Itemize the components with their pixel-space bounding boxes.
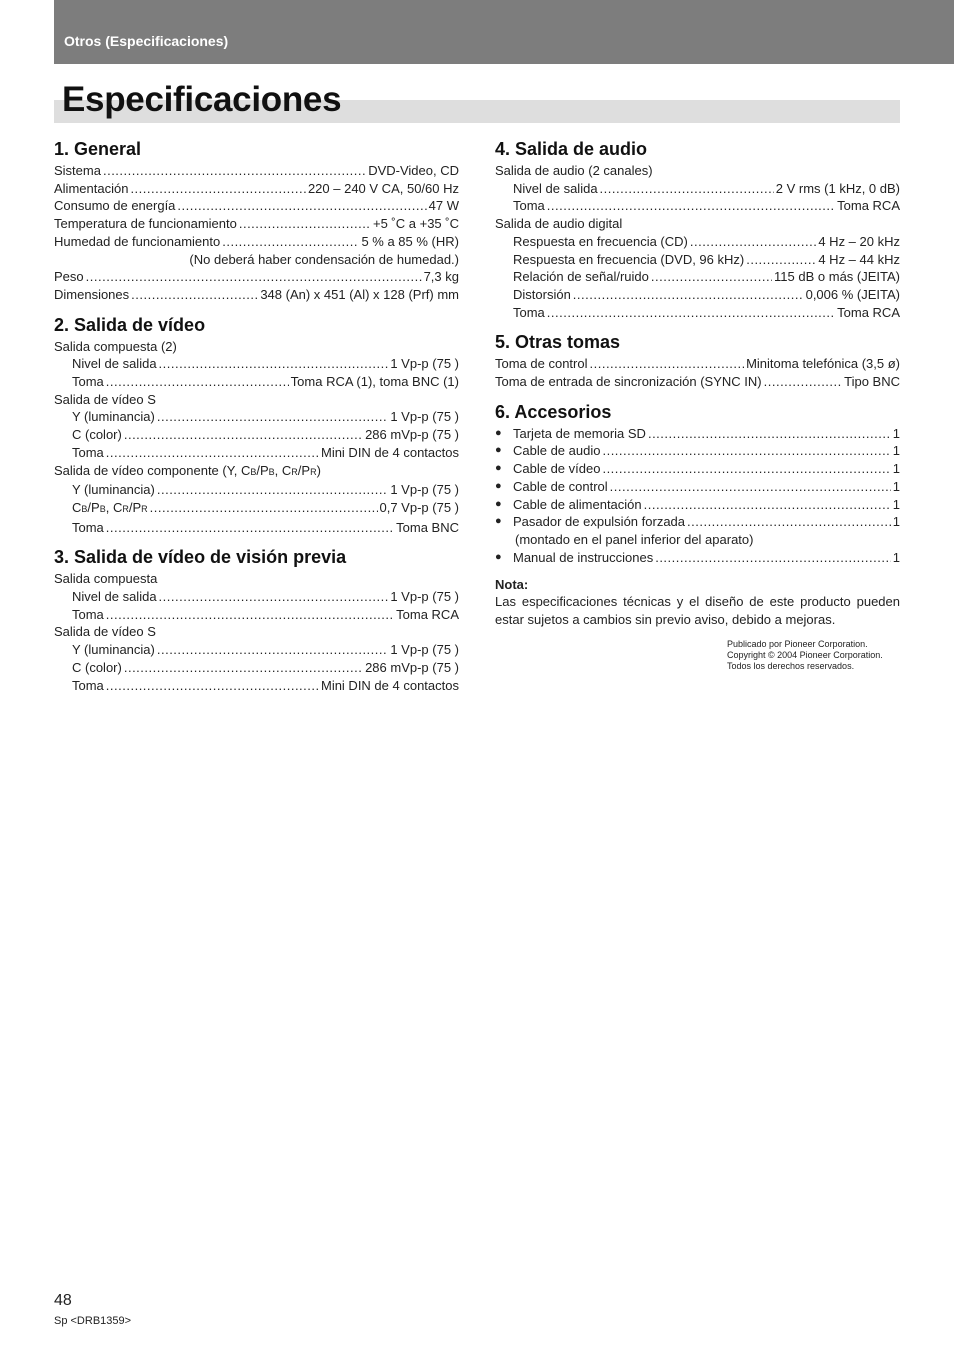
header-bar bbox=[54, 0, 954, 64]
spec-row: Toma de control ..... Minitoma telefónica (3,5 ø) bbox=[495, 355, 900, 373]
subsection-label: Salida compuesta (2) bbox=[54, 338, 177, 354]
subsection-label: Salida compuesta bbox=[54, 571, 158, 587]
spec-row: Peso ..... 7,3 kg bbox=[54, 268, 459, 286]
spec-row: Relación de señal/ruido ..... 115 dB o más (JEITA) bbox=[495, 268, 900, 286]
spec-row: Nivel de salida ..... 1 Vp-p (75 ) bbox=[54, 588, 459, 606]
section-other-jacks bbox=[495, 331, 900, 390]
note-text: Las especificaciones técnicas y el diseño de este producto pueden estar sujetos a cambios sin previo aviso, debido a mejoras. bbox=[495, 594, 900, 628]
spec-row: Sistema ..... DVD-Video, CD bbox=[54, 162, 459, 180]
spec-row: Y (luminancia) ..... 1 Vp-p (75 ) bbox=[54, 408, 459, 426]
list-item: Manual de instrucciones ..... 1 ● bbox=[495, 549, 900, 567]
spec-row: C (color) ..... 286 mVp-p (75 ) bbox=[54, 426, 459, 444]
spec-row: Toma ..... Toma BNC bbox=[54, 519, 459, 537]
spec-row: Toma ..... Toma RCA bbox=[54, 606, 459, 624]
spec-row: Dimensiones ..... 348 (An) x 451 (Al) x 128 (Prf) mm bbox=[54, 286, 459, 304]
spec-row: Consumo de energía ..... 47 W bbox=[54, 197, 459, 215]
right-column bbox=[495, 138, 900, 672]
section-general bbox=[54, 138, 459, 304]
spec-row: Distorsión ..... 0,006 % (JEITA) bbox=[495, 286, 900, 304]
list-item: Pasador de expulsión forzada ..... 1 ● bbox=[495, 513, 900, 531]
spec-row: Respuesta en frecuencia (CD) ..... 4 Hz – 20 kHz bbox=[495, 233, 900, 251]
spec-row: Toma ..... Toma RCA bbox=[495, 304, 900, 322]
section-heading: 3. Salida de vídeo de visión previa bbox=[54, 547, 347, 568]
spec-row: Toma ..... Mini DIN de 4 contactos bbox=[54, 444, 459, 462]
list-item: Cable de audio ..... 1 ● bbox=[495, 442, 900, 460]
section-preview-output bbox=[54, 546, 459, 694]
spec-row: Temperatura de funcionamiento ..... +5 ˚C a +35 ˚C bbox=[54, 215, 459, 233]
subsection-label: Salida de vídeo S bbox=[54, 624, 156, 640]
subsection-label: Salida de vídeo S bbox=[54, 391, 156, 407]
section-heading: 1. General bbox=[54, 139, 142, 159]
publisher-credits: Publicado por Pioneer Corporation. Copyright © 2004 Pioneer Corporation. Todos los derechos reservados. bbox=[727, 638, 883, 671]
note-heading: Nota: bbox=[495, 577, 529, 593]
spec-row: Toma de entrada de sincronización (SYNC IN) ..... Tipo BNC bbox=[495, 373, 900, 391]
section-audio-output bbox=[495, 138, 900, 321]
list-item: Cable de vídeo ..... 1 ● bbox=[495, 460, 900, 478]
spec-row: Y (luminancia) ..... 1 Vp-p (75 ) bbox=[54, 481, 459, 499]
list-item: Tarjeta de memoria SD ..... 1 ● bbox=[495, 425, 900, 443]
spec-row: Nivel de salida ..... 1 Vp-p (75 ) bbox=[54, 355, 459, 373]
spec-row: Toma ..... Mini DIN de 4 contactos bbox=[54, 677, 459, 695]
subsection-label: Salida de audio digital bbox=[495, 216, 623, 232]
list-item: Cable de control ..... 1 ● bbox=[495, 478, 900, 496]
spec-row: Alimentación ..... 220 – 240 V CA, 50/60 Hz bbox=[54, 180, 459, 198]
section-heading: 2. Salida de vídeo bbox=[54, 314, 206, 335]
page-number: 48 bbox=[54, 1292, 72, 1309]
spec-row: Toma ..... Toma RCA bbox=[495, 197, 900, 215]
spec-row: Nivel de salida ..... 2 V rms (1 kHz, 0 dB) bbox=[495, 180, 900, 198]
left-column bbox=[54, 138, 459, 704]
subsection-label: Salida de audio (2 canales) bbox=[495, 163, 653, 178]
section-video-output bbox=[54, 314, 459, 537]
subsection-label: Salida de vídeo componente (Y, CB/PB, CR/PR) bbox=[54, 462, 321, 478]
header-section: Otros (Especificaciones) bbox=[64, 33, 229, 49]
page-code: Sp <DRB1359> bbox=[54, 1315, 132, 1327]
section-heading: 5. Otras tomas bbox=[495, 332, 621, 353]
mount-note: (montado en el panel inferior del aparato) bbox=[515, 531, 754, 547]
list-item: Cable de alimentación ..... 1 ● bbox=[495, 496, 900, 514]
spec-row: Toma ..... Toma RCA (1), toma BNC (1) bbox=[54, 373, 459, 391]
spec-row: Respuesta en frecuencia (DVD, 96 kHz) ..... 4 Hz – 44 kHz bbox=[495, 251, 900, 269]
spec-row: Y (luminancia) ..... 1 Vp-p (75 ) bbox=[54, 641, 459, 659]
section-accessories bbox=[495, 401, 900, 567]
humidity-note: (No deberá haber condensación de humedad.) bbox=[189, 251, 459, 267]
section-heading: 4. Salida de audio bbox=[495, 139, 648, 159]
section-heading: 6. Accesorios bbox=[495, 401, 612, 422]
spec-row: Humedad de funcionamiento ..... 5 % a 85 % (HR) bbox=[54, 233, 459, 251]
spec-row: C (color) ..... 286 mVp-p (75 ) bbox=[54, 659, 459, 677]
page-title: Especificaciones bbox=[62, 80, 342, 119]
spec-row: CB/PB, CR/PR ..... 0,7 Vp-p (75 ) bbox=[54, 499, 459, 519]
